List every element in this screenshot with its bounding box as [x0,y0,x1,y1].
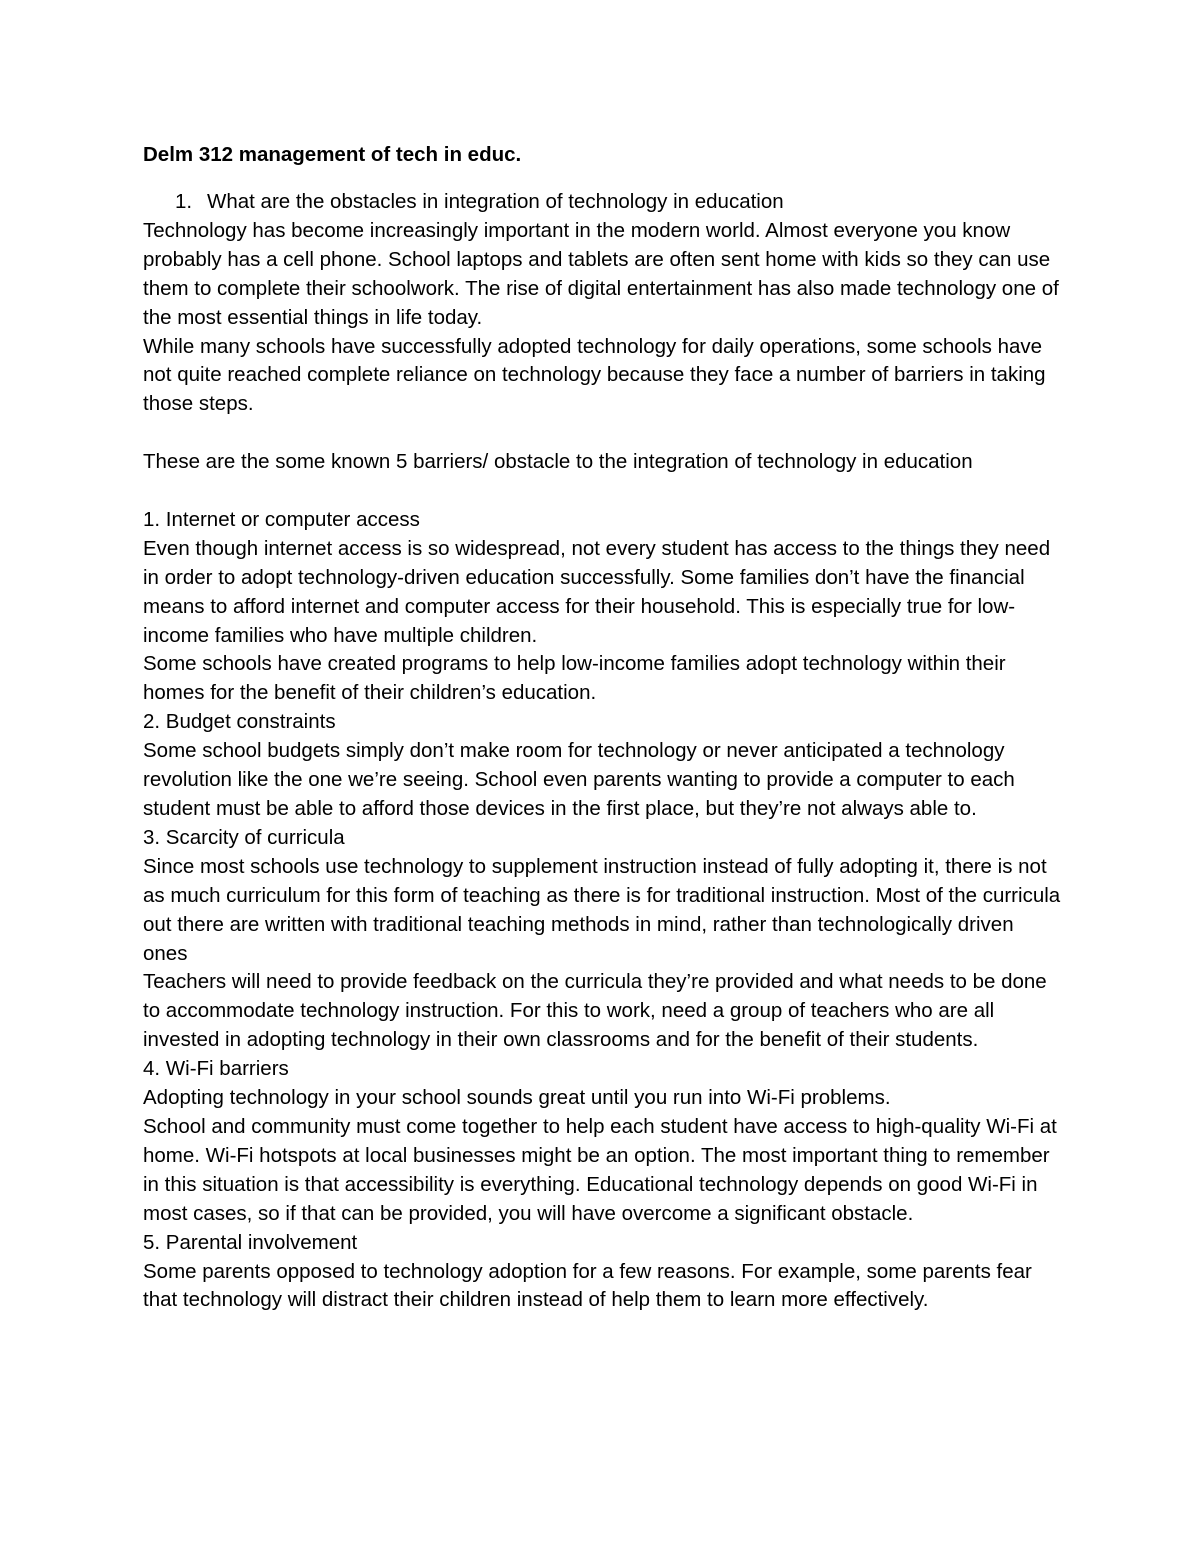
blank-line [143,477,1063,506]
section-paragraph: Since most schools use technology to supplement instruction instead of fully adopting it, there is not as much curriculum for this form of teaching as there is for traditional instruction. Most of the curricula out there are written with traditional teaching methods in mind, rather than technologically driven ones [143,854,1061,965]
blank-line [143,419,1063,448]
document-title: Delm 312 management of tech in educ. [143,143,522,166]
section-paragraph: Adopting technology in your school sounds great until you run into Wi-Fi problems. [143,1086,891,1110]
question-item [143,188,1063,217]
document-body [143,141,1063,1315]
section-paragraph: Some schools have created programs to help low-income families adopt technology within their homes for the benefit of their children’s education. [143,652,1006,705]
intro-paragraph: Technology has become increasingly important in the modern world. Almost everyone you know probably has a cell phone. School laptops and tablets are often sent home with kids so they can use them to complete their schoolwork. The rise of digital entertainment has also made technology one of the most essential things in life today. [143,218,1059,329]
question-number: 1. [175,190,193,213]
section-heading: 3. Scarcity of curricula [143,825,345,849]
barriers-intro: These are the some known 5 barriers/ obstacle to the integration of technology in education [143,450,973,474]
intro-paragraph: While many schools have successfully adopted technology for daily operations, some schools have not quite reached complete reliance on technology because they face a number of barriers in taking those steps. [143,334,1046,416]
section-paragraph: Even though internet access is so widespread, not every student has access to the things they need in order to adopt technology-driven education successfully. Some families don’t have the financial means to afford internet and computer access for their household. This is especially true for low-income families who have multiple children. [143,536,1051,647]
section-heading: 1. Internet or computer access [143,507,420,531]
section-heading: 5. Parental involvement [143,1230,358,1254]
section-heading: 4. Wi-Fi barriers [143,1057,289,1081]
section-paragraph: School and community must come together to help each student have access to high-quality Wi-Fi at home. Wi-Fi hotspots at local businesses might be an option. The most important thing to remember in this situation is that accessibility is everything. Educational technology depends on good Wi-Fi in most cases, so if that can be provided, you will have overcome a significant obstacle. [143,1114,1057,1225]
section-paragraph: Teachers will need to provide feedback on the curricula they’re provided and what needs to be done to accommodate technology instruction. For this to work, need a group of teachers who are all invested in adopting technology in their own classrooms and for the benefit of their students. [143,970,1047,1052]
section-heading: 2. Budget constraints [143,710,336,734]
question-text: What are the obstacles in integration of technology in education [207,190,784,213]
section-paragraph: Some parents opposed to technology adoption for a few reasons. For example, some parents fear that technology will distract their children instead of help them to learn more effectively. [143,1259,1032,1312]
section-paragraph: Some school budgets simply don’t make room for technology or never anticipated a technology revolution like the one we’re seeing. School even parents wanting to provide a computer to each student must be able to afford those devices in the first place, but they’re not always able to. [143,739,1015,820]
